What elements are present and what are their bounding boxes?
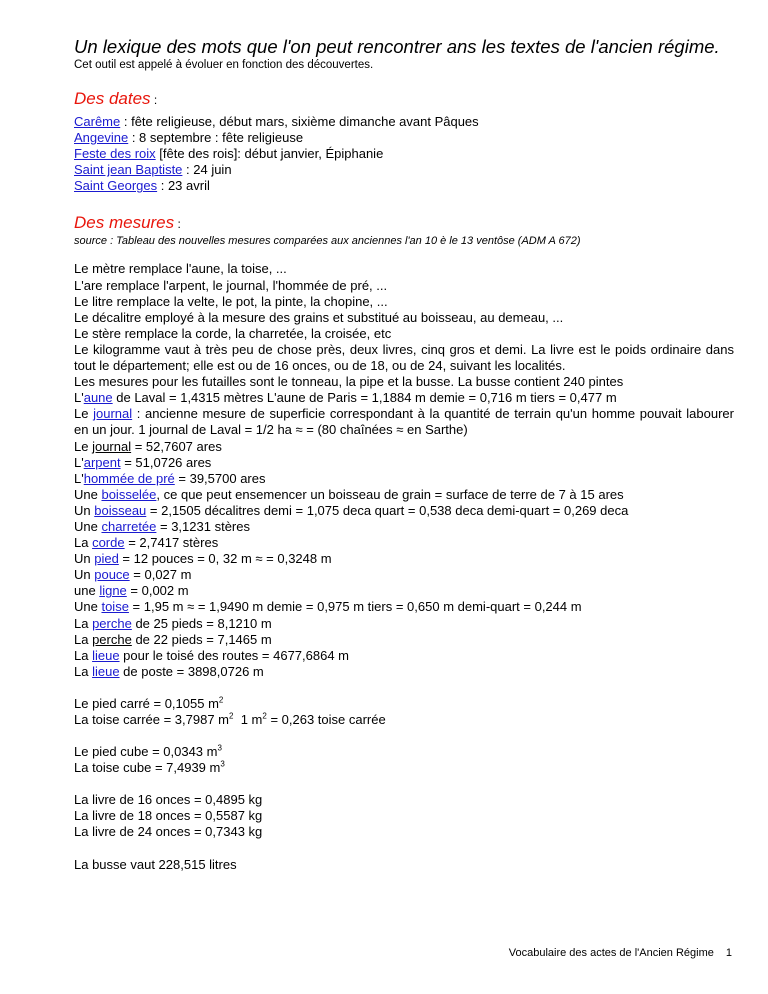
date-term-link[interactable]: Saint jean Baptiste: [74, 162, 183, 178]
measure-text: Le pied cube = 0,0343 m: [74, 744, 218, 760]
term-link-toise[interactable]: toise: [101, 599, 129, 615]
spacer: [74, 680, 734, 696]
measure-prefix: Une: [74, 599, 102, 615]
measure-text: 1 m: [233, 712, 263, 727]
measure-value: = 0,002 m: [126, 583, 189, 599]
date-definition: : 8 septembre : fête religieuse: [128, 130, 304, 146]
measure-prefix: La: [74, 663, 93, 679]
term-link-journal[interactable]: journal: [93, 406, 133, 422]
date-term-link[interactable]: Carême: [74, 114, 121, 129]
measure-prefix: La: [74, 631, 93, 647]
text-line: Le litre remplace la velte, le pot, la pinte, la chopine, ...: [74, 293, 388, 309]
livre-line: La livre de 24 onces = 0,7343 kg: [74, 824, 263, 840]
measure-entry-aune: [74, 390, 734, 406]
term-link-hommee[interactable]: hommée de pré: [83, 470, 175, 486]
term-link-ligne[interactable]: ligne: [99, 583, 127, 599]
measure-value: = 0,027 m: [129, 567, 192, 583]
measure-entry-perche-22: [74, 632, 734, 648]
measure-entry-perche-25: [74, 616, 734, 632]
date-definition: [fête des rois]: début janvier, Épiphanie: [155, 146, 384, 162]
measure-value: de 22 pieds = 7,1465 m: [131, 631, 272, 647]
measure-value: = 12 pouces = 0, 32 m ≈ = 0,3248 m: [118, 551, 332, 567]
term-perche: perche: [92, 631, 132, 647]
measure-value: = 39,5700 ares: [174, 470, 266, 486]
text-line: Le mètre remplace l'aune, la toise, ...: [74, 261, 287, 277]
measure-value: , ce que peut ensemencer un boisseau de grain = surface de terre de 7 à 15 ares: [156, 486, 624, 502]
text-line: Le stère remplace la corde, la charretée, la croisée, etc: [74, 325, 392, 341]
measure-entry-lieue-routes: [74, 648, 734, 664]
spacer: [74, 728, 734, 744]
exponent: 2: [229, 711, 234, 721]
measure-prefix: Un: [74, 567, 95, 583]
exponent: 3: [220, 759, 225, 769]
measure-value: = 52,7607 ares: [131, 438, 222, 454]
measure-text: La toise cube = 7,4939 m: [74, 760, 221, 776]
pied-cube-line: [74, 744, 734, 760]
term-link-lieue[interactable]: lieue: [92, 663, 120, 679]
measure-value: = 1,95 m ≈ = 1,9490 m demie = 0,975 m tiers = 0,650 m demi-quart = 0,244 m: [128, 599, 582, 615]
term-link-pied[interactable]: pied: [94, 551, 119, 567]
measure-entry-hommee: [74, 471, 734, 487]
term-link-corde[interactable]: corde: [92, 535, 125, 551]
measure-prefix: une: [74, 583, 100, 599]
pied-carre-line: [74, 696, 734, 712]
section-heading-dates: [74, 89, 734, 110]
measure-prefix: Le: [74, 438, 93, 454]
measure-entry-journal-value: [74, 439, 734, 455]
document-page: [74, 36, 734, 873]
text-line: Les mesures pour les futailles sont le tonneau, la pipe et la busse. La busse contient 240 pintes: [74, 374, 624, 390]
measure-prefix: Un: [74, 551, 95, 567]
measure-value: de Laval = 1,4315 mètres L'aune de Paris = 1,1884 m demie = 0,716 m tiers = 0,477 m: [112, 390, 617, 406]
measure-entry-pied: [74, 551, 734, 567]
measure-text: Le pied carré = 0,1055 m: [74, 695, 219, 711]
term-link-charretee[interactable]: charretée: [101, 518, 157, 534]
page-number: 1: [725, 947, 732, 959]
date-term-link[interactable]: Feste des roix: [74, 146, 156, 162]
exponent: 2: [218, 695, 224, 705]
measure-prefix: Une: [74, 518, 102, 534]
livre-line: La livre de 18 onces = 0,5587 kg: [74, 808, 263, 824]
mesures-heading-colon: :: [174, 217, 181, 232]
measure-prefix: Une: [74, 486, 102, 502]
term-link-perche[interactable]: perche: [92, 615, 132, 631]
measure-value: pour le toisé des routes = 4677,6864 m: [119, 647, 350, 663]
measure-prefix: L': [74, 470, 84, 486]
date-item: [74, 178, 734, 194]
measure-entry-journal: [74, 406, 734, 438]
term-link-pouce[interactable]: pouce: [94, 567, 130, 583]
page-footer: [509, 947, 732, 959]
measure-entry-toise: [74, 599, 734, 615]
measure-entry-boisseau: [74, 503, 734, 519]
mesures-source: source : Tableau des nouvelles mesures comparées aux anciennes l'an 10 è le 13 ventôse (ADM A 672): [74, 235, 581, 248]
measure-prefix: Le: [74, 406, 94, 422]
document-subtitle: Cet outil est appelé à évoluer en fonction des découvertes.: [74, 59, 374, 71]
livre-line: La livre de 16 onces = 0,4895 kg: [74, 792, 263, 808]
measure-prefix: La: [74, 647, 93, 663]
footer-title: Vocabulaire des actes de l'Ancien Régime: [508, 947, 714, 959]
date-item: [74, 130, 734, 146]
measure-text: = 0,263 toise carrée: [266, 712, 386, 727]
date-item: [74, 114, 734, 130]
measure-value: = 51,0726 ares: [120, 454, 212, 470]
term-link-arpent[interactable]: arpent: [83, 454, 121, 470]
measure-entry-boisselee: [74, 487, 734, 503]
measure-entry-pouce: [74, 567, 734, 583]
toise-cube-line: [74, 760, 734, 776]
measure-value: = 2,1505 décalitres demi = 1,075 deca quart = 0,538 deca demi-quart = 0,269 deca: [146, 502, 629, 518]
text-line: L'are remplace l'arpent, le journal, l'hommée de pré, ...: [74, 277, 388, 293]
measure-entry-corde: [74, 535, 734, 551]
measure-entry-arpent: [74, 455, 734, 471]
term-link-boisselee[interactable]: boisselée: [101, 486, 157, 502]
measure-prefix: La: [74, 535, 93, 551]
measure-prefix: L': [74, 454, 84, 470]
toise-carree-line: [74, 712, 734, 728]
measure-prefix: La: [74, 615, 93, 631]
section-heading-mesures: [74, 213, 734, 234]
mesures-body: [74, 261, 734, 872]
date-term-link[interactable]: Saint Georges: [74, 178, 158, 194]
measure-value: de 25 pieds = 8,1210 m: [131, 615, 272, 631]
measure-value: de poste = 3898,0726 m: [119, 663, 264, 679]
text-line: Le décalitre employé à la mesure des grains et substitué au boisseau, au demeau, ...: [74, 309, 564, 325]
text-paragraph: Le kilogramme vaut à très peu de chose près, deux livres, cinq gros et demi. La livre est le poids ordinaire dans tout le département; elle est ou de 16 onces, ou de 18, ou de 24, suivant les localités.: [74, 341, 734, 374]
measure-value: = 2,7417 stères: [124, 535, 219, 551]
measure-entry-charretee: [74, 519, 734, 535]
spacer: [74, 776, 734, 792]
exponent: 3: [217, 743, 222, 753]
date-item: [74, 146, 734, 162]
measure-value: = 3,1231 stères: [156, 518, 250, 534]
spacer: [74, 841, 734, 857]
measure-entry-ligne: [74, 583, 734, 599]
busse-line: La busse vaut 228,515 litres: [74, 856, 237, 872]
date-definition: : 23 avril: [157, 178, 210, 194]
measure-prefix: Un: [74, 502, 95, 518]
dates-heading-colon: :: [150, 93, 158, 107]
date-definition: : fête religieuse, début mars, sixième dimanche avant Pâques: [120, 114, 479, 129]
measure-prefix: L': [74, 390, 84, 406]
mesures-heading-text: Des mesures: [74, 213, 175, 233]
term-link-lieue[interactable]: lieue: [92, 647, 120, 663]
term-link-boisseau[interactable]: boisseau: [94, 502, 147, 518]
measure-value: : ancienne mesure de superficie correspondant à la quantité de terrain qu'un homme pouvait labourer en un jour. 1 journal de Laval = 1/2 ha ≈ = (80 chaînées ≈ en Sarthe): [74, 406, 734, 438]
dates-list: [74, 114, 734, 194]
date-item: [74, 162, 734, 178]
term-link-aune[interactable]: aune: [83, 390, 113, 406]
document-title: Un lexique des mots que l'on peut rencontrer ans les textes de l'ancien régime.: [74, 36, 720, 57]
date-term-link[interactable]: Angevine: [74, 130, 129, 146]
measure-text: La toise carrée = 3,7987 m: [74, 712, 230, 727]
term-journal: journal: [92, 438, 132, 454]
exponent: 2: [262, 711, 267, 721]
dates-heading-text: Des dates: [74, 89, 151, 108]
measure-entry-lieue-poste: [74, 664, 734, 680]
date-definition: : 24 juin: [182, 162, 232, 178]
